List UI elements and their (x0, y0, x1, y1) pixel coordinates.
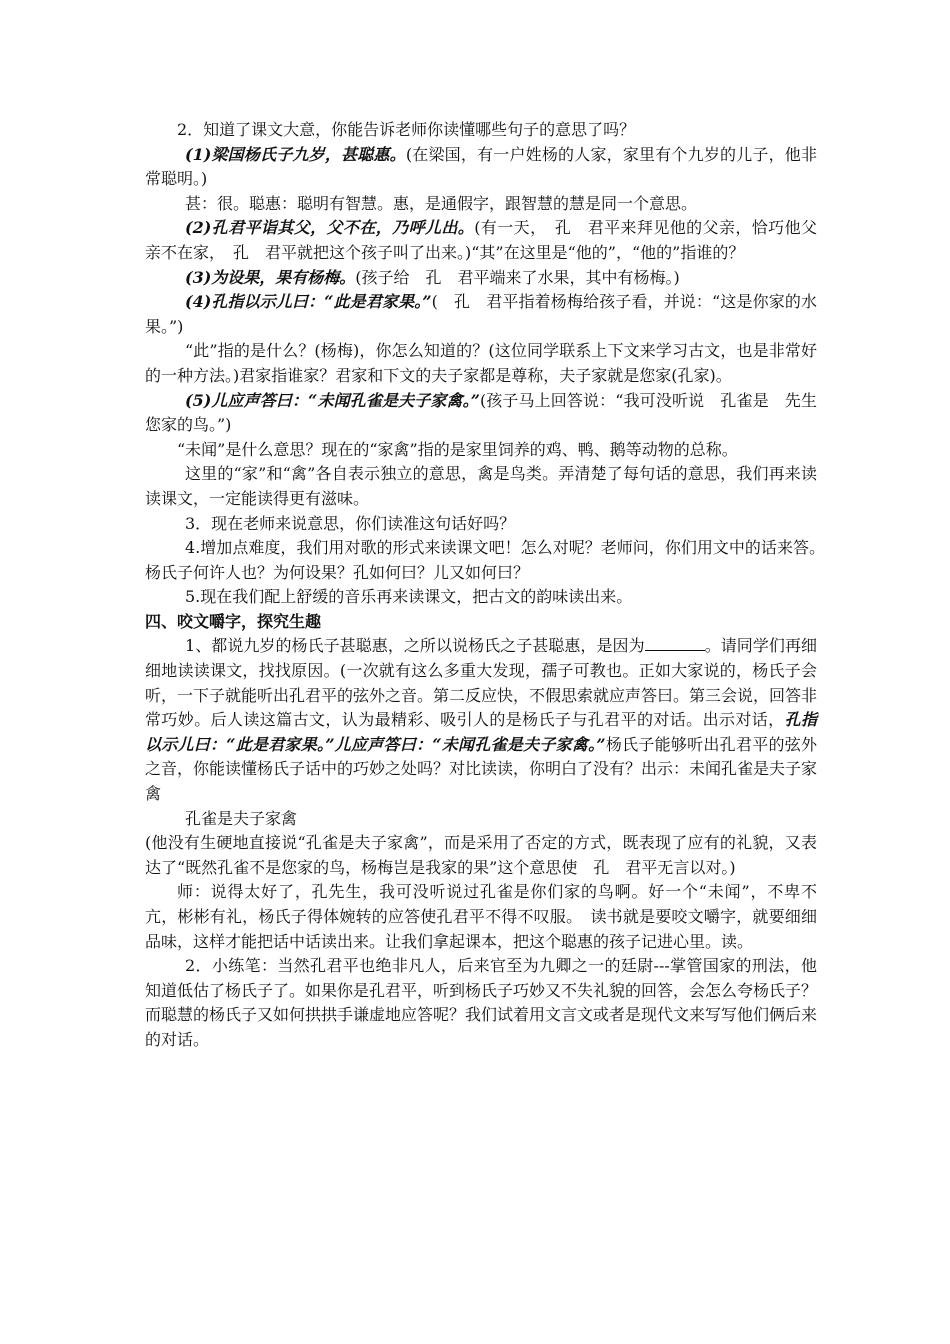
classical-sentence: (3)为设果，果有杨梅。 (185, 267, 356, 287)
classical-sentence: (4)孔指以示儿曰：“此是君家果。” (185, 292, 432, 312)
translation: (孩子马上回答说：“我可没听说 孔雀是 先生您家的鸟。”) (145, 390, 817, 435)
classical-sentence: (1)梁国杨氏子九岁，甚聪惠。 (185, 144, 406, 164)
paragraph-question-3: 3．现在老师来说意思，你们读准这句话好吗？ (185, 513, 516, 533)
paragraph-section-item-2: 2．小练笔：当然孔君平也绝非凡人，后来官至为九卿之一的廷尉---掌管国家的刑法，他知道低估了杨氏子了。如果你是孔君平，听到杨氏子巧妙又不失礼貌的回答，会怎么夸杨氏子？而聪慧的杨氏子又如何拱拱手谦虚地应答呢？我们试着用文言文或者是现代文来写写他们俩后来的对话。 (145, 956, 818, 1049)
classical-sentence: (2)孔君平诣其父，父不在，乃呼儿出。 (185, 218, 475, 238)
fill-blank (645, 636, 705, 651)
dialogue-quote: 孔指以示儿曰：“此是君家果。”儿应声答曰：“未闻孔雀是夫子家禽。” (145, 710, 817, 754)
translation: ( 孔 君平指着杨梅给孩子看，并说：“这是你家的水果。”) (145, 292, 817, 336)
paragraph-question-2: 2．知道了课文大意，你能告诉老师你读懂哪些句子的意思了吗？ (177, 120, 636, 139)
translation: (在梁国，有一户姓杨的人家，家里有个九岁的儿子，他非常聪明。) (145, 144, 818, 189)
paragraph-question-5: 5.现在我们配上舒缓的音乐再来读课文，把古文的韵味读出来。 (185, 587, 633, 607)
paragraph-section-item-1 (145, 634, 817, 806)
text: 杨氏子能够听出孔君平的弦外之音，你能读懂杨氏子话中的巧妙之处吗？对比读读，你明白了没有？出示：未闻孔雀是夫子家禽 (145, 734, 818, 804)
word-note-4: “此”指的是什么？(杨梅)，你怎么知道的？(这位同学联系上下文来学习古文，也是非常好的一种方法。)君家指谁家？君家和下文的夫子家都是尊称，夫子家就是您家(孔家)。 (145, 341, 817, 385)
sentence-5 (145, 389, 817, 438)
document-page (145, 118, 834, 1053)
classical-sentence: (5)儿应声答曰：“未闻孔雀是夫子家禽。” (185, 390, 480, 410)
sentence-3 (145, 266, 817, 291)
translation: (有一天， 孔 君平来拜见他的父亲，恰巧他父亲不在家， 孔 君平就把这个孩子叫了出来。)“其”在这里是“他的”，“他的”指谁的？ (145, 218, 817, 262)
section-heading: 四、咬文嚼字，探究生趣 (145, 611, 322, 631)
sentence-4 (145, 290, 817, 339)
word-note-1: 甚：很。聪惠：聪明有智慧。惠，是通假字，跟智慧的慧是同一个意思。 (185, 193, 698, 213)
translation: (孩子给 孔 君平端来了水果，其中有杨梅。) (355, 267, 680, 287)
paragraph-teacher: 师：说得太好了，孔先生，我可没听说过孔雀是你们家的鸟啊。好一个“未闻”，不卑不亢，彬彬有礼，杨氏子得体婉转的应答使孔君平不得不叹服。 读书就是要咬文嚼字，就要细细品味，这样才能把话中话读出来。让我们拿起课本，把这个聪惠的孩子记进心里。读。 (145, 882, 817, 951)
paragraph-explanation-2: (他没有生硬地直接说“孔雀是夫子家禽”，而是采用了否定的方式，既表现了应有的礼貌，又表达了“既然孔雀不是您家的鸟，杨梅岂是我家的果”这个意思使 孔 君平无言以对。) (145, 833, 817, 877)
sentence-2 (145, 216, 817, 265)
text: 1、都说九岁的杨氏子甚聪惠，之所以说杨氏之子甚聪惠，是因为 (185, 636, 645, 656)
sentence-1 (145, 143, 817, 192)
text: 。请同学们再细细地读读课文，找找原因。(一次就有这么多重大发现，孺子可教也。正如大家说的，杨氏子会听，一下子就能听出孔君平的弦外之音。第二反应快，不假思索就应声答曰。第三会说，回答非常巧妙。后人读这篇古文，认为最精彩、吸引人的是杨氏子与孔君平的对话。出示对话， (145, 636, 818, 730)
comparison-line: 孔雀是夫子家禽 (185, 808, 298, 828)
paragraph-question-4: 4.增加点难度，我们用对歌的形式来读课文吧！怎么对呢？老师问，你们用文中的话来答。 杨氏子何许人也？为何设果？孔如何曰？儿又如何曰？ (145, 538, 834, 582)
word-note-5: “未闻”是什么意思？现在的“家禽”指的是家里饲养的鸡、鸭、鹅等动物的总称。 (177, 439, 738, 459)
paragraph-explanation: 这里的“家”和“禽”各自表示独立的意思，禽是鸟类。弄清楚了每句话的意思，我们再来读读课文，一定能读得更有滋味。 (145, 464, 817, 508)
